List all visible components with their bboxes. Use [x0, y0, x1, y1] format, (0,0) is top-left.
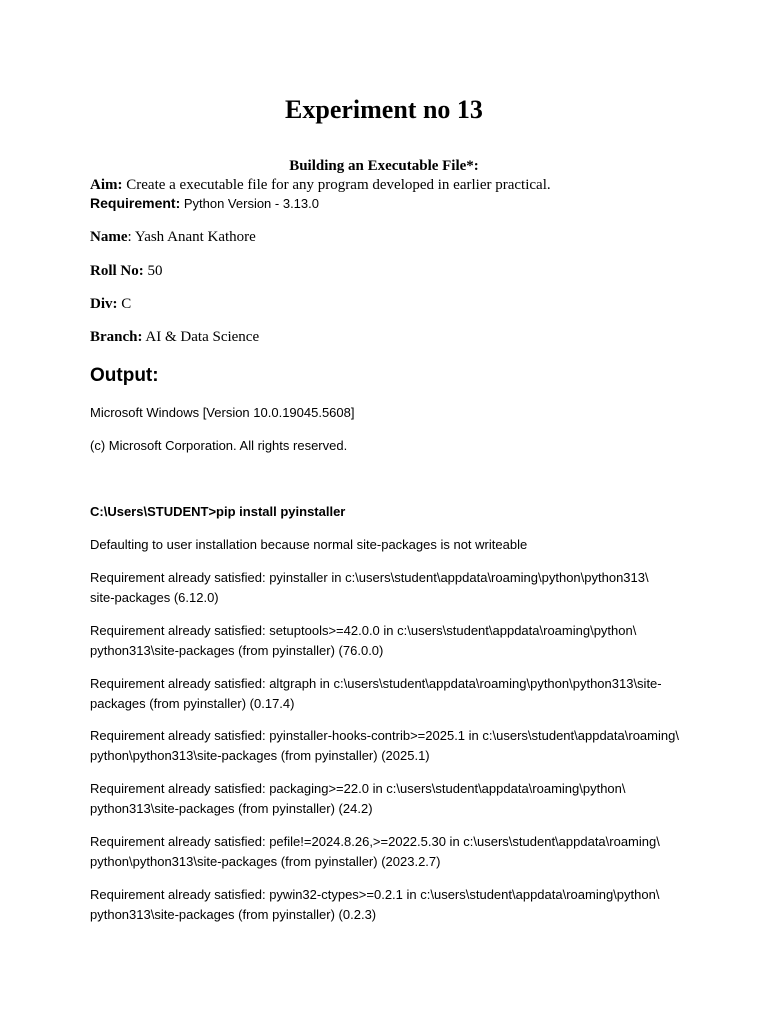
windows-version-line: Microsoft Windows [Version 10.0.19045.5608]: [90, 405, 355, 420]
copyright-line: (c) Microsoft Corporation. All rights reserved.: [90, 438, 348, 453]
roll-no-line: [90, 262, 163, 281]
requirement-output-1-line-2: site-packages (6.12.0): [90, 590, 219, 605]
roll-no-value: 50: [143, 263, 163, 279]
div-line: [90, 295, 131, 314]
aim-value: Create a executable file for any program developed in earlier practical.: [122, 177, 551, 193]
requirement-output-3: [90, 674, 690, 714]
requirement-output-2: [90, 621, 690, 661]
requirement-output-2-line-1: Requirement already satisfied: setuptools>=42.0.0 in c:\users\student\appdata\roaming\python\: [90, 623, 637, 638]
branch-value: AI & Data Science: [142, 329, 260, 345]
requirement-output-3-line-2: packages (from pyinstaller) (0.17.4): [90, 696, 295, 711]
requirement-output-1: [90, 568, 690, 608]
requirement-output-5: [90, 779, 690, 819]
aim-line: [90, 176, 551, 195]
roll-no-label: Roll No:: [90, 263, 144, 279]
requirement-output-6: [90, 832, 690, 872]
requirement-output-3-line-1: Requirement already satisfied: altgraph in c:\users\student\appdata\roaming\python\python313\site-: [90, 676, 662, 691]
branch-label: Branch:: [90, 329, 143, 345]
requirement-line: [90, 194, 319, 213]
requirement-output-6-line-1: Requirement already satisfied: pefile!=2024.8.26,>=2022.5.30 in c:\users\student\appdata\roaming\: [90, 834, 660, 849]
name-line: [90, 228, 256, 247]
pip-command-line: C:\Users\STUDENT>pip install pyinstaller: [90, 504, 346, 519]
requirement-output-4: [90, 726, 690, 766]
div-value: C: [117, 296, 132, 312]
page-subtitle: Building an Executable File*:: [289, 158, 479, 174]
requirement-output-7: [90, 885, 690, 925]
requirement-label: Requirement:: [90, 195, 181, 211]
defaulting-line: Defaulting to user installation because normal site-packages is not writeable: [90, 537, 528, 552]
requirement-output-5-line-2: python313\site-packages (from pyinstaller) (24.2): [90, 801, 373, 816]
div-label: Div:: [90, 296, 118, 312]
output-heading: Output:: [90, 365, 159, 386]
requirement-output-6-line-2: python\python313\site-packages (from pyinstaller) (2023.2.7): [90, 854, 441, 869]
branch-line: [90, 328, 259, 347]
aim-label: Aim:: [90, 177, 123, 193]
requirement-value: Python Version - 3.13.0: [180, 196, 319, 211]
requirement-output-7-line-1: Requirement already satisfied: pywin32-ctypes>=0.2.1 in c:\users\student\appdata\roaming\python\: [90, 887, 660, 902]
requirement-output-7-line-2: python313\site-packages (from pyinstaller) (0.2.3): [90, 907, 377, 922]
requirement-output-1-line-1: Requirement already satisfied: pyinstaller in c:\users\student\appdata\roaming\python\python313\: [90, 570, 649, 585]
requirement-output-4-line-1: Requirement already satisfied: pyinstaller-hooks-contrib>=2025.1 in c:\users\student\appdata\roaming\: [90, 728, 679, 743]
page-title: Experiment no 13: [285, 95, 483, 124]
requirement-output-4-line-2: python\python313\site-packages (from pyinstaller) (2025.1): [90, 748, 430, 763]
requirement-output-5-line-1: Requirement already satisfied: packaging>=22.0 in c:\users\student\appdata\roaming\python\: [90, 781, 626, 796]
name-label: Name: [90, 229, 128, 245]
requirement-output-2-line-2: python313\site-packages (from pyinstaller) (76.0.0): [90, 643, 384, 658]
name-value: : Yash Anant Kathore: [127, 229, 256, 245]
